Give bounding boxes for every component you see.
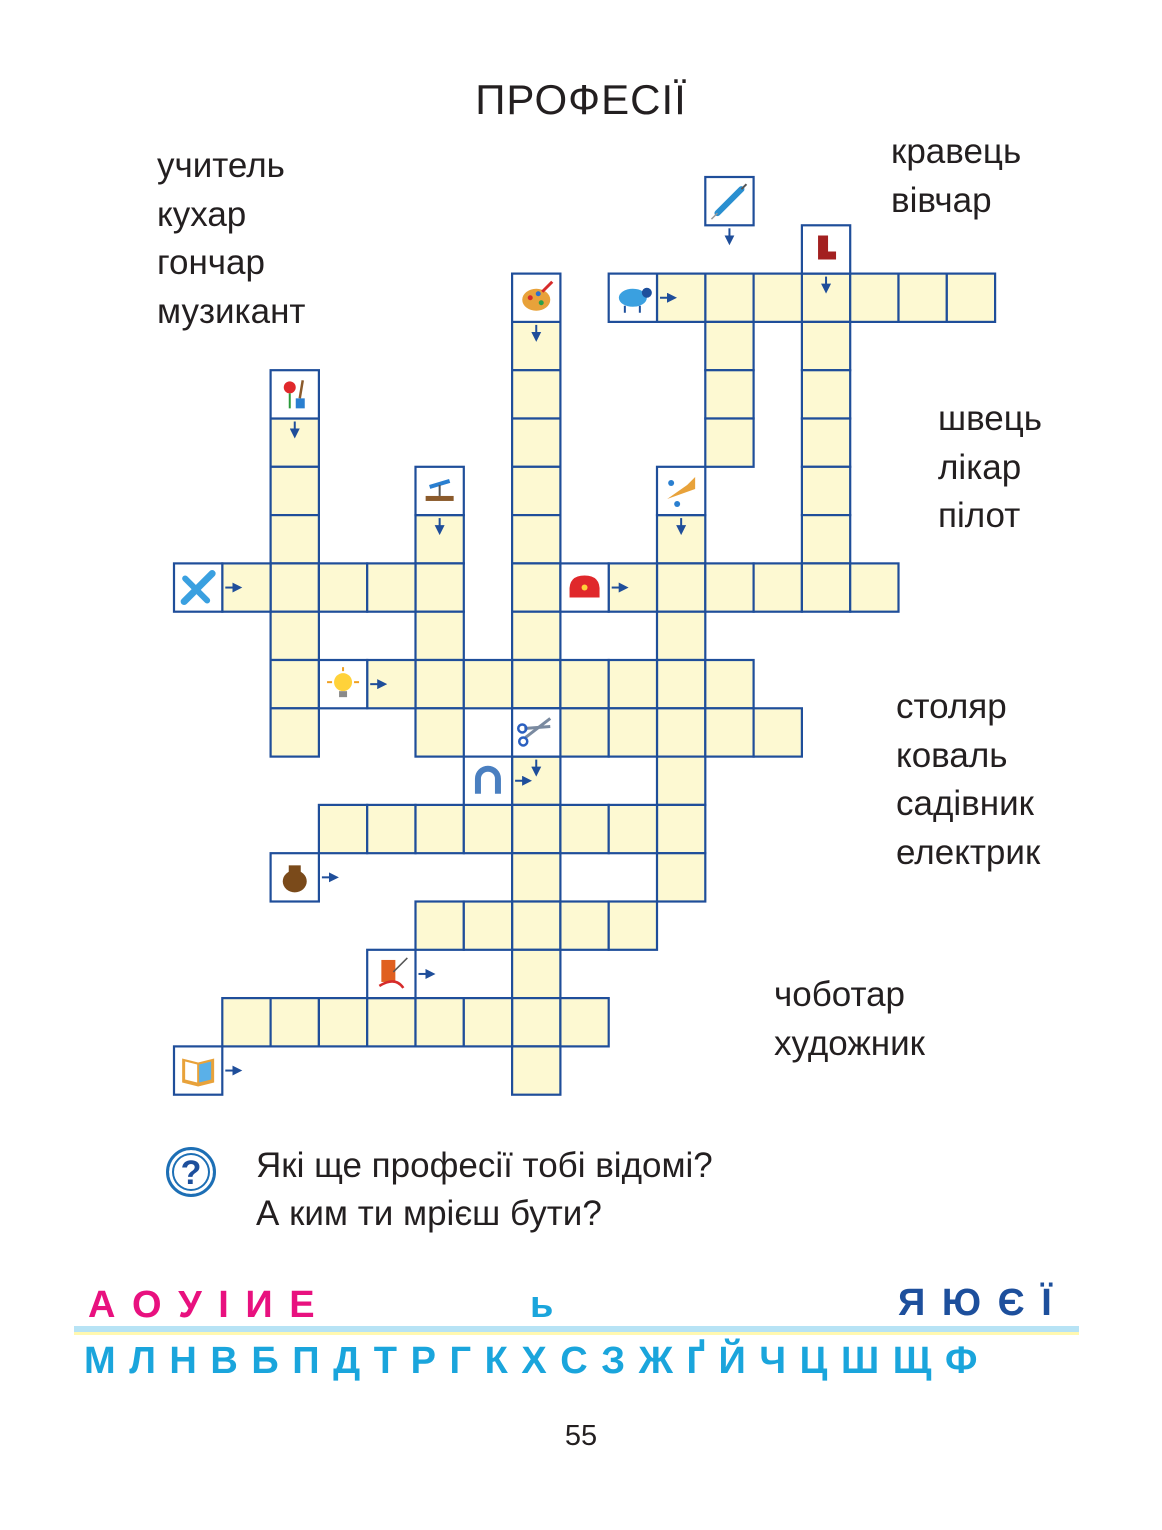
word-item: лікар — [938, 447, 1022, 487]
crossword-cell[interactable] — [416, 563, 464, 611]
crossword-cell[interactable] — [657, 660, 705, 708]
divider-band-yellow — [74, 1332, 1079, 1335]
crossword-cell[interactable] — [802, 563, 850, 611]
crossword-cell[interactable] — [512, 563, 560, 611]
crossword-cell[interactable] — [512, 708, 560, 756]
crossword-cell[interactable] — [802, 467, 850, 515]
consonants-row: М Л Н В Б П Д Т Р Г К Х С З Ж Ґ Й Ч Ц Ш Щ Ф — [84, 1340, 978, 1382]
crossword-cell[interactable] — [802, 370, 850, 418]
word-item: вівчар — [891, 180, 992, 220]
crossword-cell[interactable] — [512, 419, 560, 467]
crossword-cell[interactable] — [899, 274, 947, 322]
crossword-cell[interactable] — [367, 660, 415, 708]
crossword-cell[interactable] — [705, 660, 753, 708]
crossword-cell[interactable] — [512, 515, 560, 563]
crossword-cell[interactable] — [560, 805, 608, 853]
crossword-cell[interactable] — [367, 563, 415, 611]
crossword-cell[interactable] — [512, 998, 560, 1046]
crossword-cell[interactable] — [560, 998, 608, 1046]
word-list-teacher-group — [157, 142, 305, 336]
crossword-cell[interactable] — [512, 902, 560, 950]
crossword-cell[interactable] — [609, 805, 657, 853]
crossword-cell[interactable] — [802, 515, 850, 563]
word-item: садівник — [896, 784, 1034, 823]
crossword-cell[interactable] — [802, 274, 850, 322]
word-item: художник — [774, 1023, 925, 1063]
crossword-cell[interactable] — [512, 322, 560, 370]
question-icon: ? — [166, 1147, 216, 1197]
crossword-cell[interactable] — [705, 419, 753, 467]
crossword-cell[interactable] — [271, 660, 319, 708]
crossword-cell[interactable] — [754, 274, 802, 322]
crossword-cell[interactable] — [609, 660, 657, 708]
crossword-cell[interactable] — [705, 708, 753, 756]
word-item: електрик — [896, 832, 1041, 872]
crossword-cell[interactable] — [319, 563, 367, 611]
crossword-cell[interactable] — [512, 853, 560, 901]
crossword-cell[interactable] — [657, 757, 705, 805]
page-number: 55 — [564, 1420, 598, 1452]
syringe-icon — [705, 177, 753, 240]
question-line: А ким ти мрієш бути? — [256, 1194, 602, 1233]
iotated-vowels-row: Я Ю Є Ї — [898, 1282, 1052, 1324]
crossword-cell[interactable] — [802, 322, 850, 370]
crossword-cell[interactable] — [367, 805, 415, 853]
crossword-cell[interactable] — [657, 515, 705, 563]
crossword-cell[interactable] — [416, 612, 464, 660]
word-item: гончар — [157, 243, 265, 282]
word-item: коваль — [896, 735, 1008, 775]
question-text — [256, 1142, 713, 1238]
crossword-cell[interactable] — [367, 998, 415, 1046]
crossword-cell[interactable] — [657, 563, 705, 611]
crossword-cell[interactable] — [802, 419, 850, 467]
crossword-cell[interactable] — [850, 274, 898, 322]
crossword-cell[interactable] — [416, 902, 464, 950]
word-item: пілот — [938, 496, 1021, 535]
crossword-cell[interactable] — [657, 612, 705, 660]
crossword-cell[interactable] — [416, 805, 464, 853]
crossword-cell[interactable] — [560, 660, 608, 708]
word-item: учитель — [157, 146, 285, 185]
crossword-cell[interactable] — [609, 563, 657, 611]
crossword-cell[interactable] — [609, 902, 657, 950]
crossword-cell[interactable] — [416, 998, 464, 1046]
clay-pot-icon — [271, 853, 334, 901]
sewing-thread-icon — [367, 950, 430, 998]
crossword-cell[interactable] — [222, 998, 270, 1046]
crossword-cell[interactable] — [947, 274, 995, 322]
crossword-cell[interactable] — [754, 563, 802, 611]
vowels-row: А О У І И Е — [88, 1284, 315, 1326]
crossword-cell[interactable] — [416, 660, 464, 708]
crossword-cell[interactable] — [705, 274, 753, 322]
word-list-carpenter-group — [896, 683, 1040, 877]
crossword-cell[interactable] — [850, 563, 898, 611]
crossword-cell[interactable] — [512, 805, 560, 853]
crossword-cell[interactable] — [705, 563, 753, 611]
word-item: чоботар — [774, 975, 906, 1014]
soft-sign: ь — [530, 1284, 554, 1326]
crossword-cell[interactable] — [464, 998, 512, 1046]
crossword-cell[interactable] — [657, 805, 705, 853]
crossword-cell[interactable] — [319, 805, 367, 853]
crossword-cell[interactable] — [512, 757, 560, 805]
crossword-cell[interactable] — [512, 612, 560, 660]
crossword-cell[interactable] — [512, 467, 560, 515]
crossword-cell[interactable] — [416, 708, 464, 756]
crossword-cell[interactable] — [271, 467, 319, 515]
crossword-cell[interactable] — [222, 563, 270, 611]
word-list-bootmaker-group — [774, 971, 925, 1068]
crossword-cell[interactable] — [512, 950, 560, 998]
word-list-shoemaker-group — [938, 395, 1042, 541]
crossword-cell[interactable] — [464, 805, 512, 853]
word-item: кухар — [157, 194, 247, 234]
crossword-cell[interactable] — [464, 660, 512, 708]
crossword-cell[interactable] — [464, 902, 512, 950]
question-line: Які ще професії тобі відомі? — [256, 1146, 713, 1185]
crossword-cell[interactable] — [560, 902, 608, 950]
crossword-cell[interactable] — [271, 515, 319, 563]
word-item: швець — [938, 399, 1043, 438]
word-item: столяр — [896, 687, 1007, 726]
crossword-cell[interactable] — [609, 708, 657, 756]
crossword-cell[interactable] — [271, 708, 319, 756]
crossword-cell[interactable] — [705, 322, 753, 370]
crossword-cell[interactable] — [657, 708, 705, 756]
crossword-cell[interactable] — [657, 853, 705, 901]
word-item: кравець — [891, 132, 1022, 171]
crossword-cell[interactable] — [512, 370, 560, 418]
page-title: ПРОФЕСІЇ — [475, 76, 687, 123]
crossword-cell[interactable] — [271, 612, 319, 660]
crossword-cell[interactable] — [271, 419, 319, 467]
crossword-cell[interactable] — [271, 563, 319, 611]
book-icon — [174, 1046, 237, 1094]
crossword-cell[interactable] — [512, 660, 560, 708]
crossword-cell[interactable] — [657, 274, 705, 322]
crossword-cell[interactable] — [271, 998, 319, 1046]
word-item: музикант — [157, 291, 306, 331]
crossword-cell[interactable] — [560, 708, 608, 756]
crossword-cell[interactable] — [319, 998, 367, 1046]
word-list-tailor-group — [891, 128, 1021, 225]
crossword-cell[interactable] — [754, 708, 802, 756]
crossword-cell[interactable] — [416, 515, 464, 563]
crossword-cell[interactable] — [512, 1046, 560, 1094]
crossword-cell[interactable] — [705, 370, 753, 418]
